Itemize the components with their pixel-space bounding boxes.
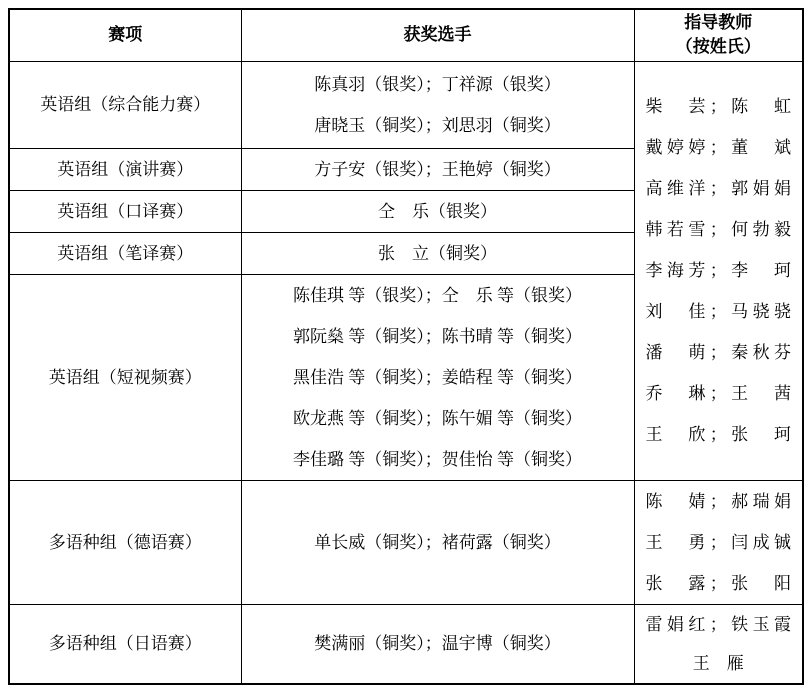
header-event-label: 赛项	[108, 25, 143, 45]
teacher-line: 张 露；张 阳	[645, 573, 791, 593]
teacher-line: 王 勇；闫成铖	[645, 532, 791, 552]
winner-line: 仝 乐（银奖）	[378, 201, 497, 221]
teacher-line: 乔 琳；王 茜	[645, 384, 791, 403]
header-row	[9, 9, 803, 61]
winners-cell	[241, 604, 634, 684]
teacher-line: 李海芳；李 珂	[645, 261, 791, 280]
winner-line: 郭阮燊 等（铜奖）；陈书晴 等（铜奖）	[293, 326, 582, 346]
teacher-line: 雷娟红；铁玉霞	[645, 614, 791, 634]
winner-line: 张 立（铜奖）	[378, 243, 497, 263]
winner-line: 黑佳浩 等（铜奖）；姜皓程 等（铜奖）	[293, 367, 582, 387]
event-label: 英语组（短视频赛）	[48, 367, 202, 387]
teacher-line: 潘 萌；秦秋芬	[645, 343, 791, 362]
event-cell	[9, 274, 241, 480]
winners-cell	[241, 148, 634, 190]
table-row	[9, 61, 803, 148]
teacher-line: 王 雁	[692, 653, 744, 673]
winners-cell	[241, 274, 634, 480]
teachers-cell-english-group	[634, 61, 803, 480]
teacher-line: 戴婷婷；董 斌	[645, 138, 791, 157]
winner-line: 陈佳琪 等（银奖）；仝 乐 等（银奖）	[293, 285, 582, 305]
winner-line: 方子安（银奖）；王艳婷（铜奖）	[314, 159, 561, 179]
winner-line: 李佳璐 等（铜奖）；贺佳怡 等（铜奖）	[293, 449, 582, 469]
winner-line: 陈真羽（银奖）；丁祥源（银奖）	[314, 74, 561, 94]
table-row	[9, 604, 803, 684]
winners-cell	[241, 480, 634, 604]
header-teachers-label-line2: （按姓氏）	[675, 37, 761, 57]
teachers-cell-japanese-group	[634, 604, 803, 684]
event-label: 英语组（演讲赛）	[57, 159, 194, 179]
event-cell	[9, 148, 241, 190]
winner-line: 樊满丽（铜奖）；温宇博（铜奖）	[314, 634, 561, 653]
event-label: 英语组（综合能力赛）	[40, 95, 211, 114]
event-cell	[9, 232, 241, 274]
header-event	[9, 9, 241, 61]
winners-cell	[241, 61, 634, 148]
event-label: 多语种组（日语赛）	[48, 634, 202, 653]
winners-cell	[241, 232, 634, 274]
header-winners	[241, 9, 634, 61]
teacher-line: 高维洋；郭娟娟	[645, 179, 791, 198]
winner-line: 唐晓玉（铜奖）；刘思羽（铜奖）	[314, 115, 561, 135]
event-cell	[9, 480, 241, 604]
event-cell	[9, 190, 241, 232]
winner-line: 欧龙燕 等（铜奖）；陈午媚 等（铜奖）	[293, 408, 582, 428]
event-cell	[9, 604, 241, 684]
teacher-line: 柴 芸；陈 虹	[645, 97, 791, 116]
header-teachers-label-line1: 指导教师	[684, 13, 753, 33]
winners-cell	[241, 190, 634, 232]
teacher-line: 刘 佳；马骁骁	[645, 302, 791, 321]
header-teachers	[634, 9, 803, 61]
event-cell	[9, 61, 241, 148]
event-label: 英语组（口译赛）	[57, 201, 194, 221]
award-results-table	[8, 8, 804, 685]
winner-line: 单长威（铜奖）；褚荷露（铜奖）	[314, 532, 561, 552]
teachers-cell-german-group	[634, 480, 803, 604]
table-row	[9, 480, 803, 604]
teacher-line: 王 欣；张 珂	[645, 425, 791, 444]
teacher-line: 韩若雪；何勃毅	[645, 220, 791, 239]
event-label: 多语种组（德语赛）	[48, 532, 202, 552]
teacher-line: 陈 婧；郝瑞娟	[645, 491, 791, 511]
header-winners-label: 获奖选手	[403, 25, 472, 45]
event-label: 英语组（笔译赛）	[57, 243, 194, 263]
